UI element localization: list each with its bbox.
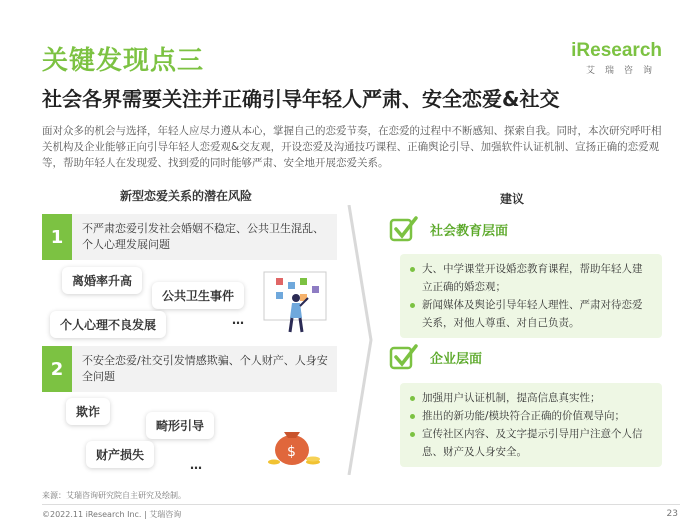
page-subheadline: 社会各界需要关注并正确引导年轻人严肃、安全恋爱&社交 <box>42 87 560 111</box>
checkmark-icon <box>388 214 418 244</box>
risk-tag-property-loss: 财产损失 <box>86 441 154 468</box>
risk-text: 不严肃恋爱引发社会婚姻不稳定、公共卫生混乱、个人心理发展问题 <box>82 222 324 251</box>
suggestions-title: 建议 <box>500 192 525 206</box>
risk-text: 不安全恋爱/社交引发情感欺骗、个人财产、人身安全问题 <box>82 354 328 383</box>
chevron-divider <box>345 205 375 475</box>
risk-tag-fraud: 欺诈 <box>66 398 110 425</box>
page-number: 23 <box>666 509 678 519</box>
section-panel-social <box>400 254 662 338</box>
suggestion-item: 大、中学课堂开设婚恋教育课程，帮助年轻人建立正确的婚恋观； <box>410 260 652 296</box>
presenter-illustration <box>262 268 342 334</box>
risk-number: 2 <box>42 346 72 392</box>
suggestion-item: 宣传社区内容、及文字提示引导用户注意个人信息、财产及人身安全。 <box>410 425 652 461</box>
section-header-enterprise <box>388 342 482 372</box>
risk-tag-public-health: 公共卫生事件 <box>152 282 244 309</box>
risk-tag-psychology: 个人心理不良发展 <box>50 311 166 338</box>
money-bag-illustration <box>266 418 322 468</box>
suggestion-item: 加强用户认证机制，提高信息真实性； <box>410 389 652 407</box>
section-label: 社会教育层面 <box>430 223 509 239</box>
risk-item-1 <box>42 214 337 260</box>
copyright: ©2022.11 iResearch Inc. | 艾瑞咨询 <box>42 510 182 519</box>
intro-paragraph: 面对众多的机会与选择，年轻人应尽力遵从本心，掌握自己的恋爱节奏，在恋爱的过程中不断感知、探索自我。同时，本次研究呼吁相关机构及企业能够正向引导年轻人恋爱观&交友观，开设恋爱及沟通技巧课程、正确舆论引导、加强软件认证机制、宣扬正确的恋爱观等，帮助年轻人在发现爱、找到爱的同时能够严肃、安全地开展恋爱关系。 <box>42 125 662 169</box>
risks-title: 新型恋爱关系的潜在风险 <box>120 189 253 203</box>
svg-text:$: $ <box>287 444 296 460</box>
section-label: 企业层面 <box>430 351 483 367</box>
logo-subtitle: 艾瑞咨询 <box>585 66 662 76</box>
risk-tag-divorce: 离婚率升高 <box>62 267 142 294</box>
iresearch-logo <box>571 40 662 76</box>
checkmark-icon <box>388 342 418 372</box>
footer-divider <box>42 504 680 505</box>
risk-number: 1 <box>42 214 72 260</box>
section-header-social <box>388 214 508 244</box>
risk-tag-misguidance: 畸形引导 <box>146 412 214 439</box>
section-panel-enterprise <box>400 383 662 467</box>
source-note: 来源：艾瑞咨询研究院自主研究及绘制。 <box>42 491 186 500</box>
page-headline: 关键发现点三 <box>42 46 205 76</box>
ellipsis: … <box>190 458 202 472</box>
suggestion-item: 推出的新功能/模块符合正确的价值观导向； <box>410 407 652 425</box>
logo-wordmark: iResearch <box>571 40 662 61</box>
suggestion-item: 新闻媒体及舆论引导年轻人理性、严肃对待恋爱关系，对他人尊重、对自己负责。 <box>410 296 652 332</box>
risk-item-2 <box>42 346 337 392</box>
ellipsis: … <box>232 313 244 327</box>
